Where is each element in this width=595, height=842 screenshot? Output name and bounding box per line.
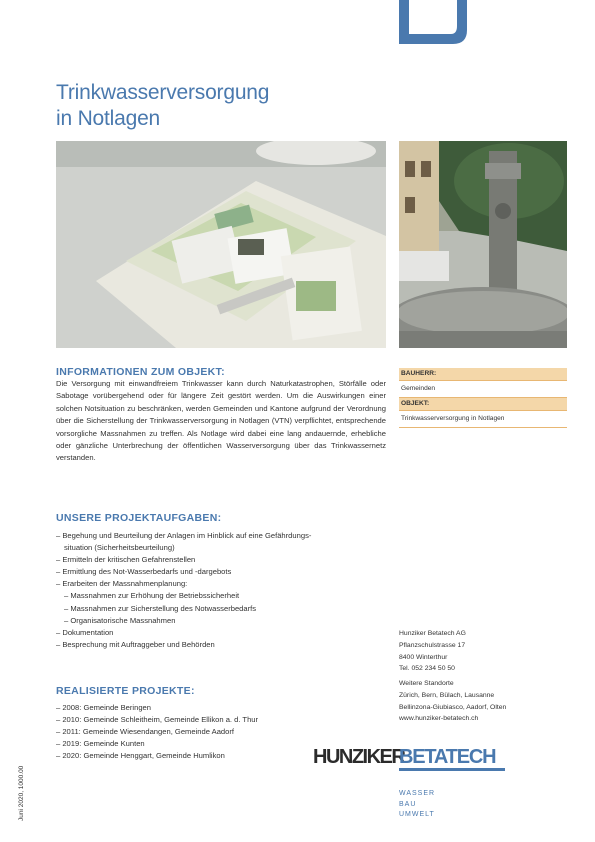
bauherr-label: BAUHERR: [399,368,567,381]
list-item: – Organisatorische Massnahmen [64,615,176,625]
bauherr-value: Gemeinden [399,381,567,398]
title-line-1: Trinkwasserversorgung [56,81,270,104]
footer-date-code: Juni 2020, 1000.00 [18,765,25,821]
page-title [56,80,376,132]
photo-village-fountain [399,141,567,348]
list-item: – 2010: Gemeinde Schleitheim, Gemeinde Ellikon a. d. Thur [56,715,259,725]
title-line-2: in Notlagen [56,107,161,130]
logo-part-2: BETATECH [399,746,496,768]
locations-line-2: Bellinzona-Giubiasco, Aadorf, Olten [399,703,507,711]
list-item: – 2008: Gemeinde Beringen [56,703,151,712]
locations-line-1: Zürich, Bern, Bülach, Lausanne [399,691,495,699]
list-item: situation (Sicherheitsbeurteilung) [64,543,175,553]
address-company: Hunziker Betatech AG [399,630,466,637]
company-logo [313,746,509,774]
photo-maps-on-table [56,141,386,348]
other-locations [399,678,567,725]
address-phone: Tel. 052 234 50 50 [399,665,455,673]
list-item: – 2020: Gemeinde Henggart, Gemeinde Humlikon [56,751,225,761]
tasks-heading: UNSERE PROJEKTAUFGABEN: [56,512,222,524]
list-item: – Dokumentation [56,627,114,637]
objekt-label: OBJEKT: [399,398,567,411]
projects-heading: REALISIERTE PROJEKTE: [56,685,195,697]
list-item: – Massnahmen zur Sicherstellung des Notwasserbedarfs [64,603,257,613]
list-item: – Ermitteln der kritischen Gefahrenstellen [56,555,196,565]
logo-part-1: HUNZIKER [313,746,405,768]
locations-heading: Weitere Standorte [399,680,454,687]
list-item: – Besprechung mit Auftraggeber und Behörden [56,639,215,649]
brand-d-shape [399,0,467,44]
tagline-line-1: WASSER [399,790,436,797]
logo-underline [399,768,505,771]
address-city: 8400 Winterthur [399,653,448,661]
address-street: Pflanzschulstrasse 17 [399,641,466,649]
company-address [399,628,567,675]
list-item: – Begehung und Beurteilung der Anlagen im Hinblick auf eine Gefährdungs- [56,531,312,540]
list-item: – Ermittlung des Not-Wasserbedarfs und -dargebots [56,567,232,577]
list-item: – Massnahmen zur Erhöhung der Betriebssicherheit [64,591,240,601]
project-info-table [399,368,567,428]
info-heading: INFORMATIONEN ZUM OBJEKT: [56,366,225,378]
tagline-line-2: BAU [399,800,417,808]
list-item: – Erarbeiten der Massnahmenplanung: [56,579,188,589]
tagline-line-3: UMWELT [399,811,435,818]
website-link[interactable]: www.hunziker-betatech.ch [399,715,479,723]
info-paragraph: Die Versorgung mit einwandfreiem Trinkwasser kann durch Naturkatastrophen, Störfälle oder Sabotage vorübergehend oder für längere Zeit gestört werden. Um die Auswirkungen einer solchen Notsituation zu beschränken, werden Gemeinden und Kantone aufgrund der Verordnung über die Sicherstellung der Trinkwasserversorgung in Notlagen (VTN) verpflichtet, entsprechende vorsorgliche Massnahmen zu treffen. Als Notlage wird dabei eine lang andauernde, erhebliche oder gänzliche Unterbrechung der öffentlichen Wasserversorgung über das Trinkwassernetz verstanden. [56,379,386,463]
objekt-value: Trinkwasserversorgung in Notlagen [399,411,567,428]
tasks-list [56,530,386,651]
tagline [399,789,435,821]
list-item: – 2011: Gemeinde Wiesendangen, Gemeinde Aadorf [56,727,235,737]
list-item: – 2019: Gemeinde Kunten [56,739,145,749]
